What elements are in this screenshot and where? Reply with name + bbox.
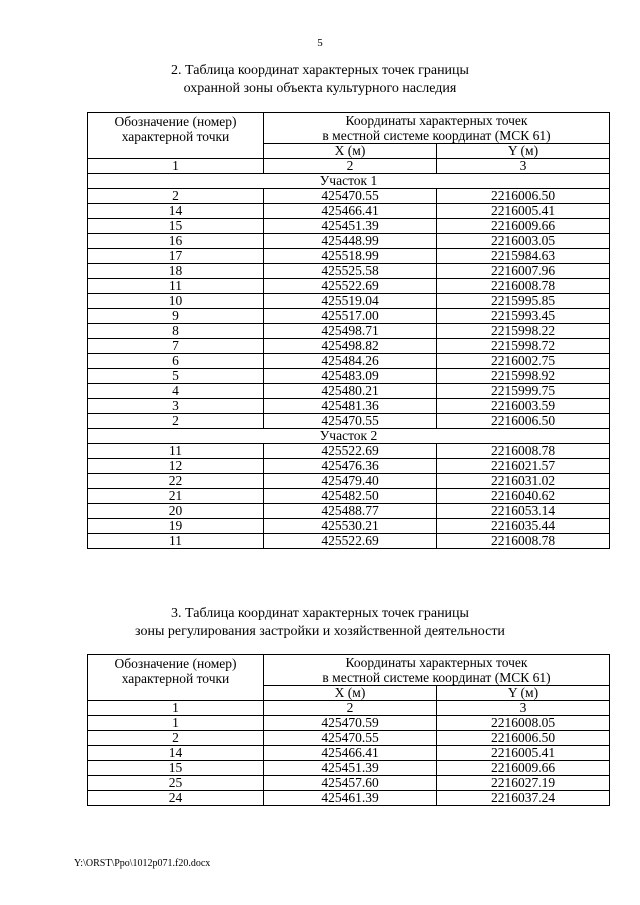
table2-header-y: Y (м) xyxy=(437,686,610,701)
table-row xyxy=(88,384,610,399)
table2-colnum-1: 1 xyxy=(88,701,264,716)
table-row xyxy=(88,504,610,519)
point-cell: 11 xyxy=(88,534,264,549)
x-cell: 425457.60 xyxy=(264,776,437,791)
table2-header-coords-line2: в местной системе координат (МСК 61) xyxy=(322,670,551,685)
x-cell: 425470.59 xyxy=(264,716,437,731)
table-row xyxy=(88,189,610,204)
point-cell: 8 xyxy=(88,324,264,339)
point-cell: 3 xyxy=(88,399,264,414)
table2-header-point-line2: характерной точки xyxy=(121,671,230,686)
x-cell: 425525.58 xyxy=(264,264,437,279)
point-cell: 14 xyxy=(88,204,264,219)
table-row xyxy=(88,399,610,414)
table-row xyxy=(88,294,610,309)
point-cell: 6 xyxy=(88,354,264,369)
point-cell: 20 xyxy=(88,504,264,519)
table2-caption-line1: 3. Таблица координат характерных точек границы xyxy=(171,606,469,621)
y-cell: 2215998.72 xyxy=(437,339,610,354)
y-cell: 2216027.19 xyxy=(437,776,610,791)
table-row xyxy=(88,474,610,489)
x-cell: 425517.00 xyxy=(264,309,437,324)
table2-header-x: X (м) xyxy=(264,686,437,701)
y-cell: 2216008.05 xyxy=(437,716,610,731)
table2-caption-line2: зоны регулирования застройки и хозяйственной деятельности xyxy=(135,624,505,639)
y-cell: 2216003.05 xyxy=(437,234,610,249)
point-cell: 10 xyxy=(88,294,264,309)
table1-header-point xyxy=(88,113,264,159)
y-cell: 2216031.02 xyxy=(437,474,610,489)
x-cell: 425451.39 xyxy=(264,761,437,776)
table-row xyxy=(88,354,610,369)
point-cell: 2 xyxy=(88,414,264,429)
table-row xyxy=(88,519,610,534)
point-cell: 7 xyxy=(88,339,264,354)
x-cell: 425470.55 xyxy=(264,731,437,746)
y-cell: 2216008.78 xyxy=(437,444,610,459)
section-row xyxy=(88,429,610,444)
x-cell: 425488.77 xyxy=(264,504,437,519)
x-cell: 425522.69 xyxy=(264,444,437,459)
page-number: 5 xyxy=(317,37,323,49)
y-cell: 2216002.75 xyxy=(437,354,610,369)
y-cell: 2216021.57 xyxy=(437,459,610,474)
table2-caption xyxy=(0,605,640,641)
y-cell: 2215998.22 xyxy=(437,324,610,339)
table-row xyxy=(88,761,610,776)
table1-header-x: X (м) xyxy=(264,144,437,159)
y-cell: 2216008.78 xyxy=(437,279,610,294)
point-cell: 4 xyxy=(88,384,264,399)
table-row xyxy=(88,279,610,294)
y-cell: 2216008.78 xyxy=(437,534,610,549)
table1-caption-line2: охранной зоны объекта культурного наследия xyxy=(183,81,457,96)
table1-colnum-2: 2 xyxy=(264,159,437,174)
point-cell: 5 xyxy=(88,369,264,384)
point-cell: 18 xyxy=(88,264,264,279)
table-row xyxy=(88,489,610,504)
section-title: Участок 2 xyxy=(88,429,610,444)
y-cell: 2216037.24 xyxy=(437,791,610,806)
x-cell: 425470.55 xyxy=(264,414,437,429)
point-cell: 15 xyxy=(88,219,264,234)
point-cell: 24 xyxy=(88,791,264,806)
x-cell: 425483.09 xyxy=(264,369,437,384)
table2-header-coords-line1: Координаты характерных точек xyxy=(345,655,528,670)
table-row xyxy=(88,219,610,234)
table-row xyxy=(88,339,610,354)
y-cell: 2216005.41 xyxy=(437,746,610,761)
x-cell: 425522.69 xyxy=(264,279,437,294)
section-row xyxy=(88,174,610,189)
x-cell: 425481.36 xyxy=(264,399,437,414)
y-cell: 2216007.96 xyxy=(437,264,610,279)
table1-caption xyxy=(0,62,640,98)
table-row xyxy=(88,249,610,264)
table1-body xyxy=(88,174,610,549)
table-row xyxy=(88,264,610,279)
table2-header-point xyxy=(88,655,264,701)
point-cell: 12 xyxy=(88,459,264,474)
table-row xyxy=(88,369,610,384)
x-cell: 425498.82 xyxy=(264,339,437,354)
table1-coordinates xyxy=(87,112,610,549)
table-row xyxy=(88,444,610,459)
table1-header-point-line1: Обозначение (номер) xyxy=(114,114,237,129)
table-row xyxy=(88,234,610,249)
point-cell: 22 xyxy=(88,474,264,489)
table-row xyxy=(88,414,610,429)
table-row xyxy=(88,791,610,806)
x-cell: 425476.36 xyxy=(264,459,437,474)
x-cell: 425519.04 xyxy=(264,294,437,309)
y-cell: 2215984.63 xyxy=(437,249,610,264)
x-cell: 425448.99 xyxy=(264,234,437,249)
table-row xyxy=(88,309,610,324)
table-row xyxy=(88,731,610,746)
table2-header-coords xyxy=(264,655,610,686)
point-cell: 15 xyxy=(88,761,264,776)
y-cell: 2215998.92 xyxy=(437,369,610,384)
y-cell: 2216005.41 xyxy=(437,204,610,219)
table2-colnum-3: 3 xyxy=(437,701,610,716)
y-cell: 2216006.50 xyxy=(437,189,610,204)
table2-colnum-2: 2 xyxy=(264,701,437,716)
x-cell: 425451.39 xyxy=(264,219,437,234)
point-cell: 25 xyxy=(88,776,264,791)
x-cell: 425479.40 xyxy=(264,474,437,489)
point-cell: 11 xyxy=(88,444,264,459)
y-cell: 2216009.66 xyxy=(437,219,610,234)
x-cell: 425530.21 xyxy=(264,519,437,534)
y-cell: 2216009.66 xyxy=(437,761,610,776)
table-row xyxy=(88,324,610,339)
x-cell: 425522.69 xyxy=(264,534,437,549)
x-cell: 425518.99 xyxy=(264,249,437,264)
x-cell: 425466.41 xyxy=(264,204,437,219)
table1-header-coords-line1: Координаты характерных точек xyxy=(345,113,528,128)
point-cell: 2 xyxy=(88,731,264,746)
table-row xyxy=(88,534,610,549)
point-cell: 14 xyxy=(88,746,264,761)
point-cell: 1 xyxy=(88,716,264,731)
table2-coordinates xyxy=(87,654,610,806)
y-cell: 2216040.62 xyxy=(437,489,610,504)
table1-header-coords-line2: в местной системе координат (МСК 61) xyxy=(322,128,551,143)
table1-header-point-line2: характерной точки xyxy=(121,129,230,144)
y-cell: 2215999.75 xyxy=(437,384,610,399)
y-cell: 2216003.59 xyxy=(437,399,610,414)
y-cell: 2216035.44 xyxy=(437,519,610,534)
point-cell: 16 xyxy=(88,234,264,249)
y-cell: 2216006.50 xyxy=(437,414,610,429)
table-row xyxy=(88,204,610,219)
x-cell: 425466.41 xyxy=(264,746,437,761)
x-cell: 425482.50 xyxy=(264,489,437,504)
table1-caption-line1: 2. Таблица координат характерных точек границы xyxy=(171,63,469,78)
table-row xyxy=(88,716,610,731)
table-row xyxy=(88,746,610,761)
y-cell: 2216053.14 xyxy=(437,504,610,519)
footer-file-path: Y:\ORST\Ppo\1012p071.f20.docx xyxy=(74,858,211,869)
x-cell: 425470.55 xyxy=(264,189,437,204)
point-cell: 11 xyxy=(88,279,264,294)
table2-header-point-line1: Обозначение (номер) xyxy=(114,656,237,671)
point-cell: 2 xyxy=(88,189,264,204)
point-cell: 9 xyxy=(88,309,264,324)
y-cell: 2215995.85 xyxy=(437,294,610,309)
y-cell: 2216006.50 xyxy=(437,731,610,746)
y-cell: 2215993.45 xyxy=(437,309,610,324)
table1-colnum-1: 1 xyxy=(88,159,264,174)
x-cell: 425461.39 xyxy=(264,791,437,806)
point-cell: 17 xyxy=(88,249,264,264)
table-row xyxy=(88,459,610,474)
section-title: Участок 1 xyxy=(88,174,610,189)
x-cell: 425484.26 xyxy=(264,354,437,369)
point-cell: 21 xyxy=(88,489,264,504)
table-row xyxy=(88,776,610,791)
table1-colnum-3: 3 xyxy=(437,159,610,174)
point-cell: 19 xyxy=(88,519,264,534)
table2-body xyxy=(88,716,610,806)
table1-header-coords xyxy=(264,113,610,144)
table1-header-y: Y (м) xyxy=(437,144,610,159)
x-cell: 425480.21 xyxy=(264,384,437,399)
x-cell: 425498.71 xyxy=(264,324,437,339)
